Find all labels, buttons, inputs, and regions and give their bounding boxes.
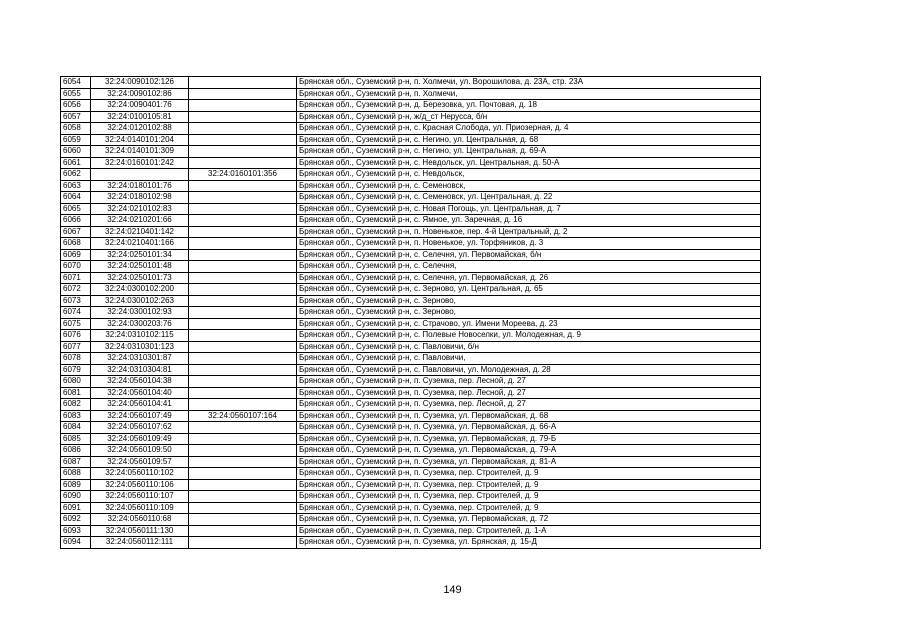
table-row (61, 341, 761, 353)
address-cell: Брянская обл., Суземский р-н, с. Семеновск, (297, 180, 761, 192)
table-row (61, 491, 761, 503)
address-cell: Брянская обл., Суземский р-н, с. Селечня, ул. Первомайская, б/н (297, 249, 761, 261)
table-row (61, 514, 761, 526)
table-row (61, 445, 761, 457)
extra-cadastral-cell (189, 502, 297, 514)
address-cell: Брянская обл., Суземский р-н, п. Суземка, ул. Первомайская, д. 79-А (297, 445, 761, 457)
address-cell: Брянская обл., Суземский р-н, с. Зерново, (297, 295, 761, 307)
extra-cadastral-cell (189, 537, 297, 549)
address-cell: Брянская обл., Суземский р-н, п. Суземка, пер. Строителей, д. 9 (297, 468, 761, 480)
extra-cadastral-cell (189, 111, 297, 123)
table-row (61, 180, 761, 192)
cadastral-number-cell: 32:24:0560104:41 (91, 399, 189, 411)
row-number-cell: 6056 (61, 100, 91, 112)
table-row (61, 502, 761, 514)
table-row (61, 88, 761, 100)
address-cell: Брянская обл., Суземский р-н, с. Полевые Новоселки, ул. Молодежная, д. 9 (297, 330, 761, 342)
table-row (61, 353, 761, 365)
row-number-cell: 6087 (61, 456, 91, 468)
extra-cadastral-cell (189, 215, 297, 227)
row-number-cell: 6059 (61, 134, 91, 146)
cadastral-number-cell: 32:24:0250101:73 (91, 272, 189, 284)
address-cell: Брянская обл., Суземский р-н, п. Суземка, пер. Строителей, д. 9 (297, 502, 761, 514)
address-cell: Брянская обл., Суземский р-н, с. Новая Погощь, ул. Центральная, д. 7 (297, 203, 761, 215)
extra-cadastral-cell (189, 514, 297, 526)
cadastral-number-cell: 32:24:0250101:48 (91, 261, 189, 273)
table-row (61, 111, 761, 123)
row-number-cell: 6073 (61, 295, 91, 307)
address-cell: Брянская обл., Суземский р-н, с. Негино, ул. Центральная, д. 69-А (297, 146, 761, 158)
row-number-cell: 6091 (61, 502, 91, 514)
cadastral-number-cell: 32:24:0300102:263 (91, 295, 189, 307)
cadastral-number-cell: 32:24:0560110:106 (91, 479, 189, 491)
row-number-cell: 6060 (61, 146, 91, 158)
table-row (61, 399, 761, 411)
address-cell: Брянская обл., Суземский р-н, п. Суземка, ул. Первомайская, д. 79-Б (297, 433, 761, 445)
cadastral-number-cell: 32:24:0560111:130 (91, 525, 189, 537)
extra-cadastral-cell (189, 284, 297, 296)
cadastral-number-cell: 32:24:0210201:66 (91, 215, 189, 227)
extra-cadastral-cell (189, 318, 297, 330)
cadastral-number-cell: 32:24:0300102:93 (91, 307, 189, 319)
cadastral-number-cell: 32:24:0560109:57 (91, 456, 189, 468)
row-number-cell: 6076 (61, 330, 91, 342)
extra-cadastral-cell (189, 330, 297, 342)
address-cell: Брянская обл., Суземский р-н, п. Суземка, ул. Брянская, д. 15-Д (297, 537, 761, 549)
row-number-cell: 6072 (61, 284, 91, 296)
cadastral-number-cell: 32:24:0560104:40 (91, 387, 189, 399)
cadastral-number-cell: 32:24:0560110:68 (91, 514, 189, 526)
table-row (61, 261, 761, 273)
table-row (61, 295, 761, 307)
row-number-cell: 6078 (61, 353, 91, 365)
address-cell: Брянская обл., Суземский р-н, п. Суземка, пер. Лесной, д. 27 (297, 399, 761, 411)
extra-cadastral-cell (189, 376, 297, 388)
row-number-cell: 6057 (61, 111, 91, 123)
address-cell: Брянская обл., Суземский р-н, п. Суземка, пер. Строителей, д. 1-А (297, 525, 761, 537)
cadastral-number-cell: 32:24:0090102:86 (91, 88, 189, 100)
table-row (61, 169, 761, 181)
row-number-cell: 6064 (61, 192, 91, 204)
address-cell: Брянская обл., Суземский р-н, с. Зерново, (297, 307, 761, 319)
cadastral-number-cell: 32:24:0300203:76 (91, 318, 189, 330)
table-row (61, 479, 761, 491)
address-cell: Брянская обл., Суземский р-н, с. Красная Слобода, ул. Приозерная, д. 4 (297, 123, 761, 135)
row-number-cell: 6069 (61, 249, 91, 261)
row-number-cell: 6083 (61, 410, 91, 422)
table-row (61, 318, 761, 330)
extra-cadastral-cell (189, 134, 297, 146)
row-number-cell: 6055 (61, 88, 91, 100)
extra-cadastral-cell (189, 341, 297, 353)
extra-cadastral-cell (189, 249, 297, 261)
extra-cadastral-cell (189, 456, 297, 468)
address-cell: Брянская обл., Суземский р-н, п. Суземка, ул. Первомайская, д. 68 (297, 410, 761, 422)
cadastral-number-cell: 32:24:0140101:309 (91, 146, 189, 158)
row-number-cell: 6067 (61, 226, 91, 238)
address-cell: Брянская обл., Суземский р-н, с. Невдольск, ул. Центральная, д. 50-А (297, 157, 761, 169)
table-row (61, 238, 761, 250)
row-number-cell: 6082 (61, 399, 91, 411)
extra-cadastral-cell (189, 479, 297, 491)
row-number-cell: 6093 (61, 525, 91, 537)
address-cell: Брянская обл., Суземский р-н, п. Холмечи, ул. Ворошилова, д. 23А, стр. 23А (297, 77, 761, 89)
row-number-cell: 6075 (61, 318, 91, 330)
row-number-cell: 6054 (61, 77, 91, 89)
address-cell: Брянская обл., Суземский р-н, с. Страчово, ул. Имени Мореева, д. 23 (297, 318, 761, 330)
row-number-cell: 6066 (61, 215, 91, 227)
cadastral-number-cell: 32:24:0100105:81 (91, 111, 189, 123)
row-number-cell: 6089 (61, 479, 91, 491)
extra-cadastral-cell (189, 157, 297, 169)
address-cell: Брянская обл., Суземский р-н, с. Ямное, ул. Заречная, д. 16 (297, 215, 761, 227)
address-cell: Брянская обл., Суземский р-н, с. Павловичи, (297, 353, 761, 365)
extra-cadastral-cell: 32:24:0560107:164 (189, 410, 297, 422)
row-number-cell: 6077 (61, 341, 91, 353)
row-number-cell: 6088 (61, 468, 91, 480)
table-row (61, 123, 761, 135)
extra-cadastral-cell (189, 491, 297, 503)
row-number-cell: 6086 (61, 445, 91, 457)
extra-cadastral-cell (189, 261, 297, 273)
address-cell: Брянская обл., Суземский р-н, п. Новенькое, ул. Торфяников, д. 3 (297, 238, 761, 250)
address-cell: Брянская обл., Суземский р-н, п. Суземка, пер. Строителей, д. 9 (297, 479, 761, 491)
cadastral-number-cell: 32:24:0560104:38 (91, 376, 189, 388)
cadastral-number-cell: 32:24:0120102:88 (91, 123, 189, 135)
table-row (61, 146, 761, 158)
cadastral-number-cell: 32:24:0560110:107 (91, 491, 189, 503)
extra-cadastral-cell (189, 307, 297, 319)
extra-cadastral-cell (189, 180, 297, 192)
address-cell: Брянская обл., Суземский р-н, п. Суземка, ул. Первомайская, д. 72 (297, 514, 761, 526)
table-row (61, 226, 761, 238)
cadastral-number-cell: 32:24:0310304:81 (91, 364, 189, 376)
cadastral-number-cell: 32:24:0310102:115 (91, 330, 189, 342)
page-number: 149 (443, 584, 462, 596)
cadastral-number-cell: 32:24:0560110:109 (91, 502, 189, 514)
address-cell: Брянская обл., Суземский р-н, п. Суземка, пер. Строителей, д. 9 (297, 491, 761, 503)
extra-cadastral-cell (189, 364, 297, 376)
address-cell: Брянская обл., Суземский р-н, с. Павловичи, ул. Молодежная, д. 28 (297, 364, 761, 376)
extra-cadastral-cell (189, 399, 297, 411)
extra-cadastral-cell (189, 387, 297, 399)
cadastral-number-cell: 32:24:0140101:204 (91, 134, 189, 146)
cadastral-number-cell: 32:24:0560109:49 (91, 433, 189, 445)
cadastral-number-cell: 32:24:0560109:50 (91, 445, 189, 457)
address-cell: Брянская обл., Суземский р-н, с. Негино, ул. Центральная, д. 68 (297, 134, 761, 146)
address-cell: Брянская обл., Суземский р-н, с. Селечня, (297, 261, 761, 273)
table-row (61, 468, 761, 480)
cadastral-number-cell: 32:24:0310301:123 (91, 341, 189, 353)
table-row (61, 77, 761, 89)
extra-cadastral-cell (189, 88, 297, 100)
address-cell: Брянская обл., Суземский р-н, с. Семеновск, ул. Центральная, д. 22 (297, 192, 761, 204)
address-cell: Брянская обл., Суземский р-н, с. Павловичи, б/н (297, 341, 761, 353)
address-cell: Брянская обл., Суземский р-н, ж/д_ст Нерусса, б/н (297, 111, 761, 123)
cadastral-number-cell: 32:24:0210401:166 (91, 238, 189, 250)
extra-cadastral-cell (189, 146, 297, 158)
row-number-cell: 6085 (61, 433, 91, 445)
extra-cadastral-cell (189, 295, 297, 307)
cadastral-number-cell: 32:24:0560107:62 (91, 422, 189, 434)
address-cell: Брянская обл., Суземский р-н, п. Новенькое, пер. 4-й Центральный, д. 2 (297, 226, 761, 238)
row-number-cell: 6063 (61, 180, 91, 192)
table-row (61, 100, 761, 112)
row-number-cell: 6079 (61, 364, 91, 376)
table-row (61, 249, 761, 261)
row-number-cell: 6080 (61, 376, 91, 388)
address-cell: Брянская обл., Суземский р-н, с. Невдольск, (297, 169, 761, 181)
cadastral-number-cell (91, 169, 189, 181)
extra-cadastral-cell (189, 445, 297, 457)
extra-cadastral-cell (189, 468, 297, 480)
extra-cadastral-cell (189, 77, 297, 89)
table-row (61, 157, 761, 169)
row-number-cell: 6081 (61, 387, 91, 399)
cadastral-number-cell: 32:24:0210401:142 (91, 226, 189, 238)
cadastral-number-cell: 32:24:0560112:111 (91, 537, 189, 549)
extra-cadastral-cell (189, 123, 297, 135)
address-cell: Брянская обл., Суземский р-н, с. Зерново, ул. Центральная, д. 65 (297, 284, 761, 296)
cadastral-number-cell: 32:24:0560107:49 (91, 410, 189, 422)
table-row (61, 307, 761, 319)
table-row (61, 433, 761, 445)
table-row (61, 410, 761, 422)
address-cell: Брянская обл., Суземский р-н, п. Суземка, пер. Лесной, д. 27 (297, 376, 761, 388)
row-number-cell: 6092 (61, 514, 91, 526)
row-number-cell: 6065 (61, 203, 91, 215)
row-number-cell: 6070 (61, 261, 91, 273)
extra-cadastral-cell (189, 272, 297, 284)
row-number-cell: 6061 (61, 157, 91, 169)
table-row (61, 537, 761, 549)
table-row (61, 203, 761, 215)
table-row (61, 192, 761, 204)
table-row (61, 456, 761, 468)
row-number-cell: 6071 (61, 272, 91, 284)
row-number-cell: 6084 (61, 422, 91, 434)
table-row (61, 272, 761, 284)
table-row (61, 134, 761, 146)
table-row (61, 376, 761, 388)
row-number-cell: 6062 (61, 169, 91, 181)
address-cell: Брянская обл., Суземский р-н, п. Суземка, ул. Первомайская, д. 66-А (297, 422, 761, 434)
address-cell: Брянская обл., Суземский р-н, д. Березовка, ул. Почтовая, д. 18 (297, 100, 761, 112)
address-cell: Брянская обл., Суземский р-н, п. Холмечи, (297, 88, 761, 100)
address-cell: Брянская обл., Суземский р-н, п. Суземка, пер. Лесной, д. 27 (297, 387, 761, 399)
extra-cadastral-cell (189, 100, 297, 112)
extra-cadastral-cell (189, 433, 297, 445)
extra-cadastral-cell (189, 238, 297, 250)
row-number-cell: 6068 (61, 238, 91, 250)
extra-cadastral-cell: 32:24:0160101:356 (189, 169, 297, 181)
table-body (61, 77, 761, 549)
cadastral-number-cell: 32:24:0160101:242 (91, 157, 189, 169)
cadastral-number-cell: 32:24:0090102:126 (91, 77, 189, 89)
row-number-cell: 6074 (61, 307, 91, 319)
table-row (61, 330, 761, 342)
cadastral-number-cell: 32:24:0210102:83 (91, 203, 189, 215)
row-number-cell: 6058 (61, 123, 91, 135)
cadastral-number-cell: 32:24:0180102:98 (91, 192, 189, 204)
extra-cadastral-cell (189, 422, 297, 434)
cadastral-number-cell: 32:24:0250101:34 (91, 249, 189, 261)
row-number-cell: 6090 (61, 491, 91, 503)
table-row (61, 364, 761, 376)
cadastral-number-cell: 32:24:0180101:76 (91, 180, 189, 192)
table-row (61, 215, 761, 227)
extra-cadastral-cell (189, 525, 297, 537)
cadastral-number-cell: 32:24:0090401:76 (91, 100, 189, 112)
table-row (61, 422, 761, 434)
row-number-cell: 6094 (61, 537, 91, 549)
cadastral-number-cell: 32:24:0560110:102 (91, 468, 189, 480)
property-table (60, 76, 761, 549)
extra-cadastral-cell (189, 192, 297, 204)
table-row (61, 387, 761, 399)
extra-cadastral-cell (189, 203, 297, 215)
address-cell: Брянская обл., Суземский р-н, п. Суземка, ул. Первомайская, д. 81-А (297, 456, 761, 468)
table-row (61, 525, 761, 537)
address-cell: Брянская обл., Суземский р-н, с. Селечня, ул. Первомайская, д. 26 (297, 272, 761, 284)
cadastral-number-cell: 32:24:0310301:87 (91, 353, 189, 365)
extra-cadastral-cell (189, 353, 297, 365)
cadastral-number-cell: 32:24:0300102:200 (91, 284, 189, 296)
extra-cadastral-cell (189, 226, 297, 238)
table-row (61, 284, 761, 296)
